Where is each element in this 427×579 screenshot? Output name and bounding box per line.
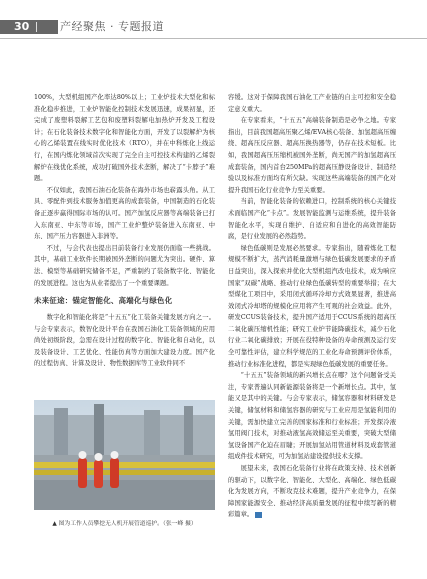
paragraph: 100%，大型机组国产化率达80%以上；工业炉技术大型化和标准化稳步推进，工业炉智能化控制技术发展迅速，成果初显，还完成了废塑料裂解工艺包和废塑料裂解电加热炉开发及工程设计；在石化装备技术数字化和智能化方面，开发了以裂解炉为核心的乙烯装置在线实时优化技术（RTO），并在中科炼化上线运行，在国内炼化领域首次实现了完全自主可控技术构建的乙烯裂解炉在线优化系统，成功打破国外技术垄断，解决了“卡脖子”难题。	[34, 94, 215, 183]
paragraph: “十五五”装备领域的新兴增长点在哪？这个问题备受关注，专家普遍认同新能源装备将是一个新增长点。其中，氢能又是其中的关键。与会专家表示，储氢容器和材料研发是关键，储氢材料和储氢容器的研究与工业应用是氢能利用的关键，需加快建立完善的国家标准和行业标准；开发探冷液氢用阀门技术，对推动液氢高效储运至关重要，突破大型储氢设备国产化迫在眉睫；开展加氢站用管道材料及成套管道组成件技术研究，可为加氢站建设提供技术支撑。	[228, 372, 396, 461]
paragraph: 不仅如此，我国石油石化装备在海外市场也崭露头角。从工具、零配件到技术服务加值更高的成套装备，中国制造的石化装备正逐步赢得国际市场的认可。国产加氢反应器等高端装备已打入东南亚、中东等市场，国产工业炉整炉装备进入东南亚、中东、国产压力容器进入非洲等。	[34, 186, 215, 241]
paragraph: 数字化和智能化将是“十五五”化工装备关键发展方向之一。与会专家表示，数智化设计平台在我国石油化工装备领域的应用尚处初级阶段，急需在设计过程的数字化、智能化和自动化，以及装备设计、工艺优化、性能仿真等方面加大建设力度。国产化的过程仿真、计算及设计、物性数据库等工业软件同不	[34, 314, 215, 368]
paragraph: 当前，智能化装备的依赖进口，控制系统的核心关键技术面临国产化“卡点”。发展智能监测与运维系统，提升装备智能化水平，实现自维护、自适应和自进化的高效智能防腐，是行业发展的必然趋势。	[228, 198, 396, 241]
right-column	[228, 92, 396, 521]
article-end-mark	[255, 512, 262, 518]
paragraph: 容缓。这对于保障我国石油化工产业链的自主可控和安全稳定意义重大。	[228, 94, 396, 113]
paragraph-text: 展望未来，我国石化装备行业将在政策支持、技术创新的驱动下，以数字化、智能化、大型化、高端化、绿色低碳化为发展方向，不断攻克技术难题，提升产业竞争力，在保障国家能源安全、推动经济高质量发展的征程中续写新的精彩篇章。	[228, 465, 396, 519]
paragraph: 在专家看来，“十五五”高端装备制造是必争之地。专家指出，目前我国超高压聚乙烯/EVA核心装备、加氢超高压缠绕、超高压反应器、超高压换热器等，仍存在技术短板。比如，我国超高压压缩机被国外垄断，尚无国产的加氢超高压成套装备，国内首台250MPa的超高压静设备设计、制造经验以及标准方面均有所欠缺。实现这些高端装备的国产化对提升我国石化行业竞争力至关重要。	[228, 117, 396, 194]
refinery-workers-image	[34, 400, 215, 510]
page-number: 30	[14, 20, 30, 33]
article-photo	[34, 400, 215, 510]
paragraph-final	[228, 463, 396, 521]
worker-figures	[78, 451, 119, 488]
left-column-lower	[34, 312, 215, 370]
left-column	[34, 92, 215, 289]
paragraph: 绿色低碳则是发展必然要求。专家指出，随着炼化工程规模不断扩大，蒸汽消耗量激增与绿色低碳发展要求的矛盾日益突出，深入探索并优化大型机组汽改电技术，成为响应国家“双碳”战略、推动行业绿色低碳转型的重要举措；在大型煤化工项目中，采用闭式循环冷却方式效果显著，推进高效闭式冷却塔的规模化应用将产生可观的社会效益。此外，研发CCUS装备技术，提升国产适用于CCUS系统的超高压二氧化碳压缩机性能；研究工业炉节能降碳技术，减少石化行业二氧化碳排放；开展在役特种设备的寿命预测及运行安全可靠性评估，建立科学规范的工业化寿命预测评价体系，推动行业标准化进程，都是实现绿色低碳发展的重要任务。	[228, 244, 396, 368]
section-title: 未来征途：锚定智能化、高端化与绿色化	[34, 296, 173, 305]
column-name: 产经聚焦 · 专题报道	[60, 20, 164, 33]
paragraph: 不过，与会代表也提出目前装备行业发展仍面临一些挑战。其中，基础工业软件长期被国外垄断的问题尤为突出。硬件、算法、模型等基础研究储备不足，严重制约了装备数字化、智能化的发展进程。这也为从业者提出了一个重要课题。	[34, 244, 215, 287]
header-separator	[36, 22, 37, 32]
page-header	[0, 0, 427, 52]
header-rule	[0, 38, 427, 39]
photo-caption: ▲ 图为工作人员攀挖无人机开展管道巡护。（张一峰 摄）	[52, 521, 197, 527]
